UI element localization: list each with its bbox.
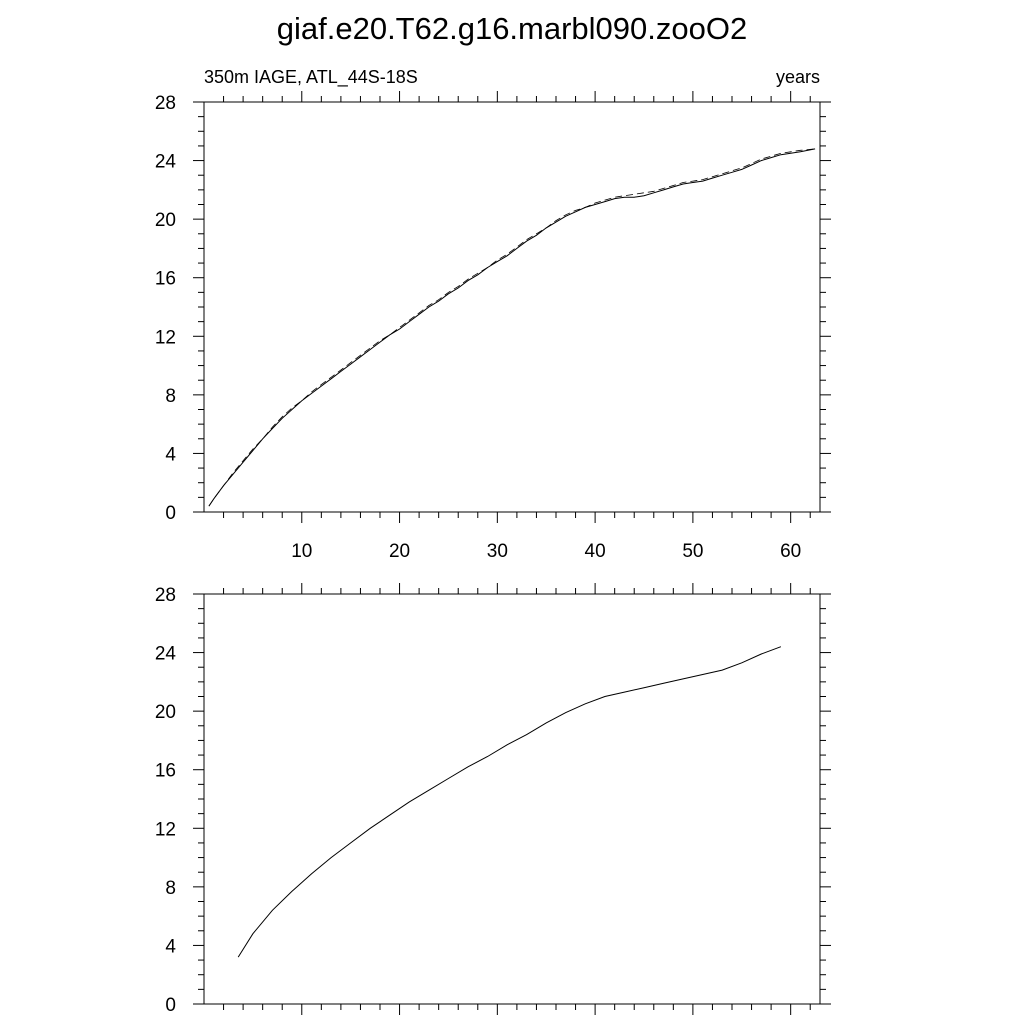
y-tick-label: 20 bbox=[154, 210, 176, 232]
series-line-solid bbox=[238, 647, 781, 957]
plot-frame bbox=[204, 594, 820, 1004]
y-tick-label: 16 bbox=[154, 268, 176, 290]
panel-subtitle-right: years bbox=[775, 67, 820, 87]
chart-title: giaf.e20.T62.g16.marbl090.zooO2 bbox=[276, 11, 748, 46]
y-tick-label: 12 bbox=[154, 327, 176, 349]
y-tick-label: 24 bbox=[154, 643, 176, 665]
y-tick-label: 12 bbox=[154, 819, 176, 841]
y-tick-label: 28 bbox=[154, 585, 176, 606]
y-tick-label: 4 bbox=[165, 444, 176, 466]
y-tick-label: 4 bbox=[165, 936, 176, 958]
x-tick-label: 10 bbox=[291, 541, 313, 562]
y-tick-label: 0 bbox=[165, 995, 176, 1016]
x-tick-label: 60 bbox=[780, 541, 802, 562]
y-tick-label: 24 bbox=[154, 151, 176, 173]
x-tick-label: 40 bbox=[584, 541, 606, 562]
y-tick-label: 20 bbox=[154, 702, 176, 724]
x-tick-label: 30 bbox=[486, 541, 508, 562]
bottom-panel bbox=[155, 583, 831, 1016]
top-panel bbox=[155, 91, 831, 562]
plot-frame bbox=[204, 102, 820, 512]
series-line-dashed bbox=[209, 149, 815, 506]
y-tick-label: 16 bbox=[154, 760, 176, 782]
y-tick-label: 8 bbox=[165, 877, 176, 899]
y-tick-label: 8 bbox=[165, 385, 176, 407]
series-line-solid bbox=[209, 149, 815, 506]
x-tick-label: 20 bbox=[388, 541, 411, 562]
y-tick-label: 0 bbox=[165, 503, 176, 524]
y-tick-label: 28 bbox=[154, 93, 176, 114]
panel-subtitle-left: 350m IAGE, ATL_44S-18S bbox=[204, 67, 418, 87]
x-tick-label: 50 bbox=[682, 541, 704, 562]
